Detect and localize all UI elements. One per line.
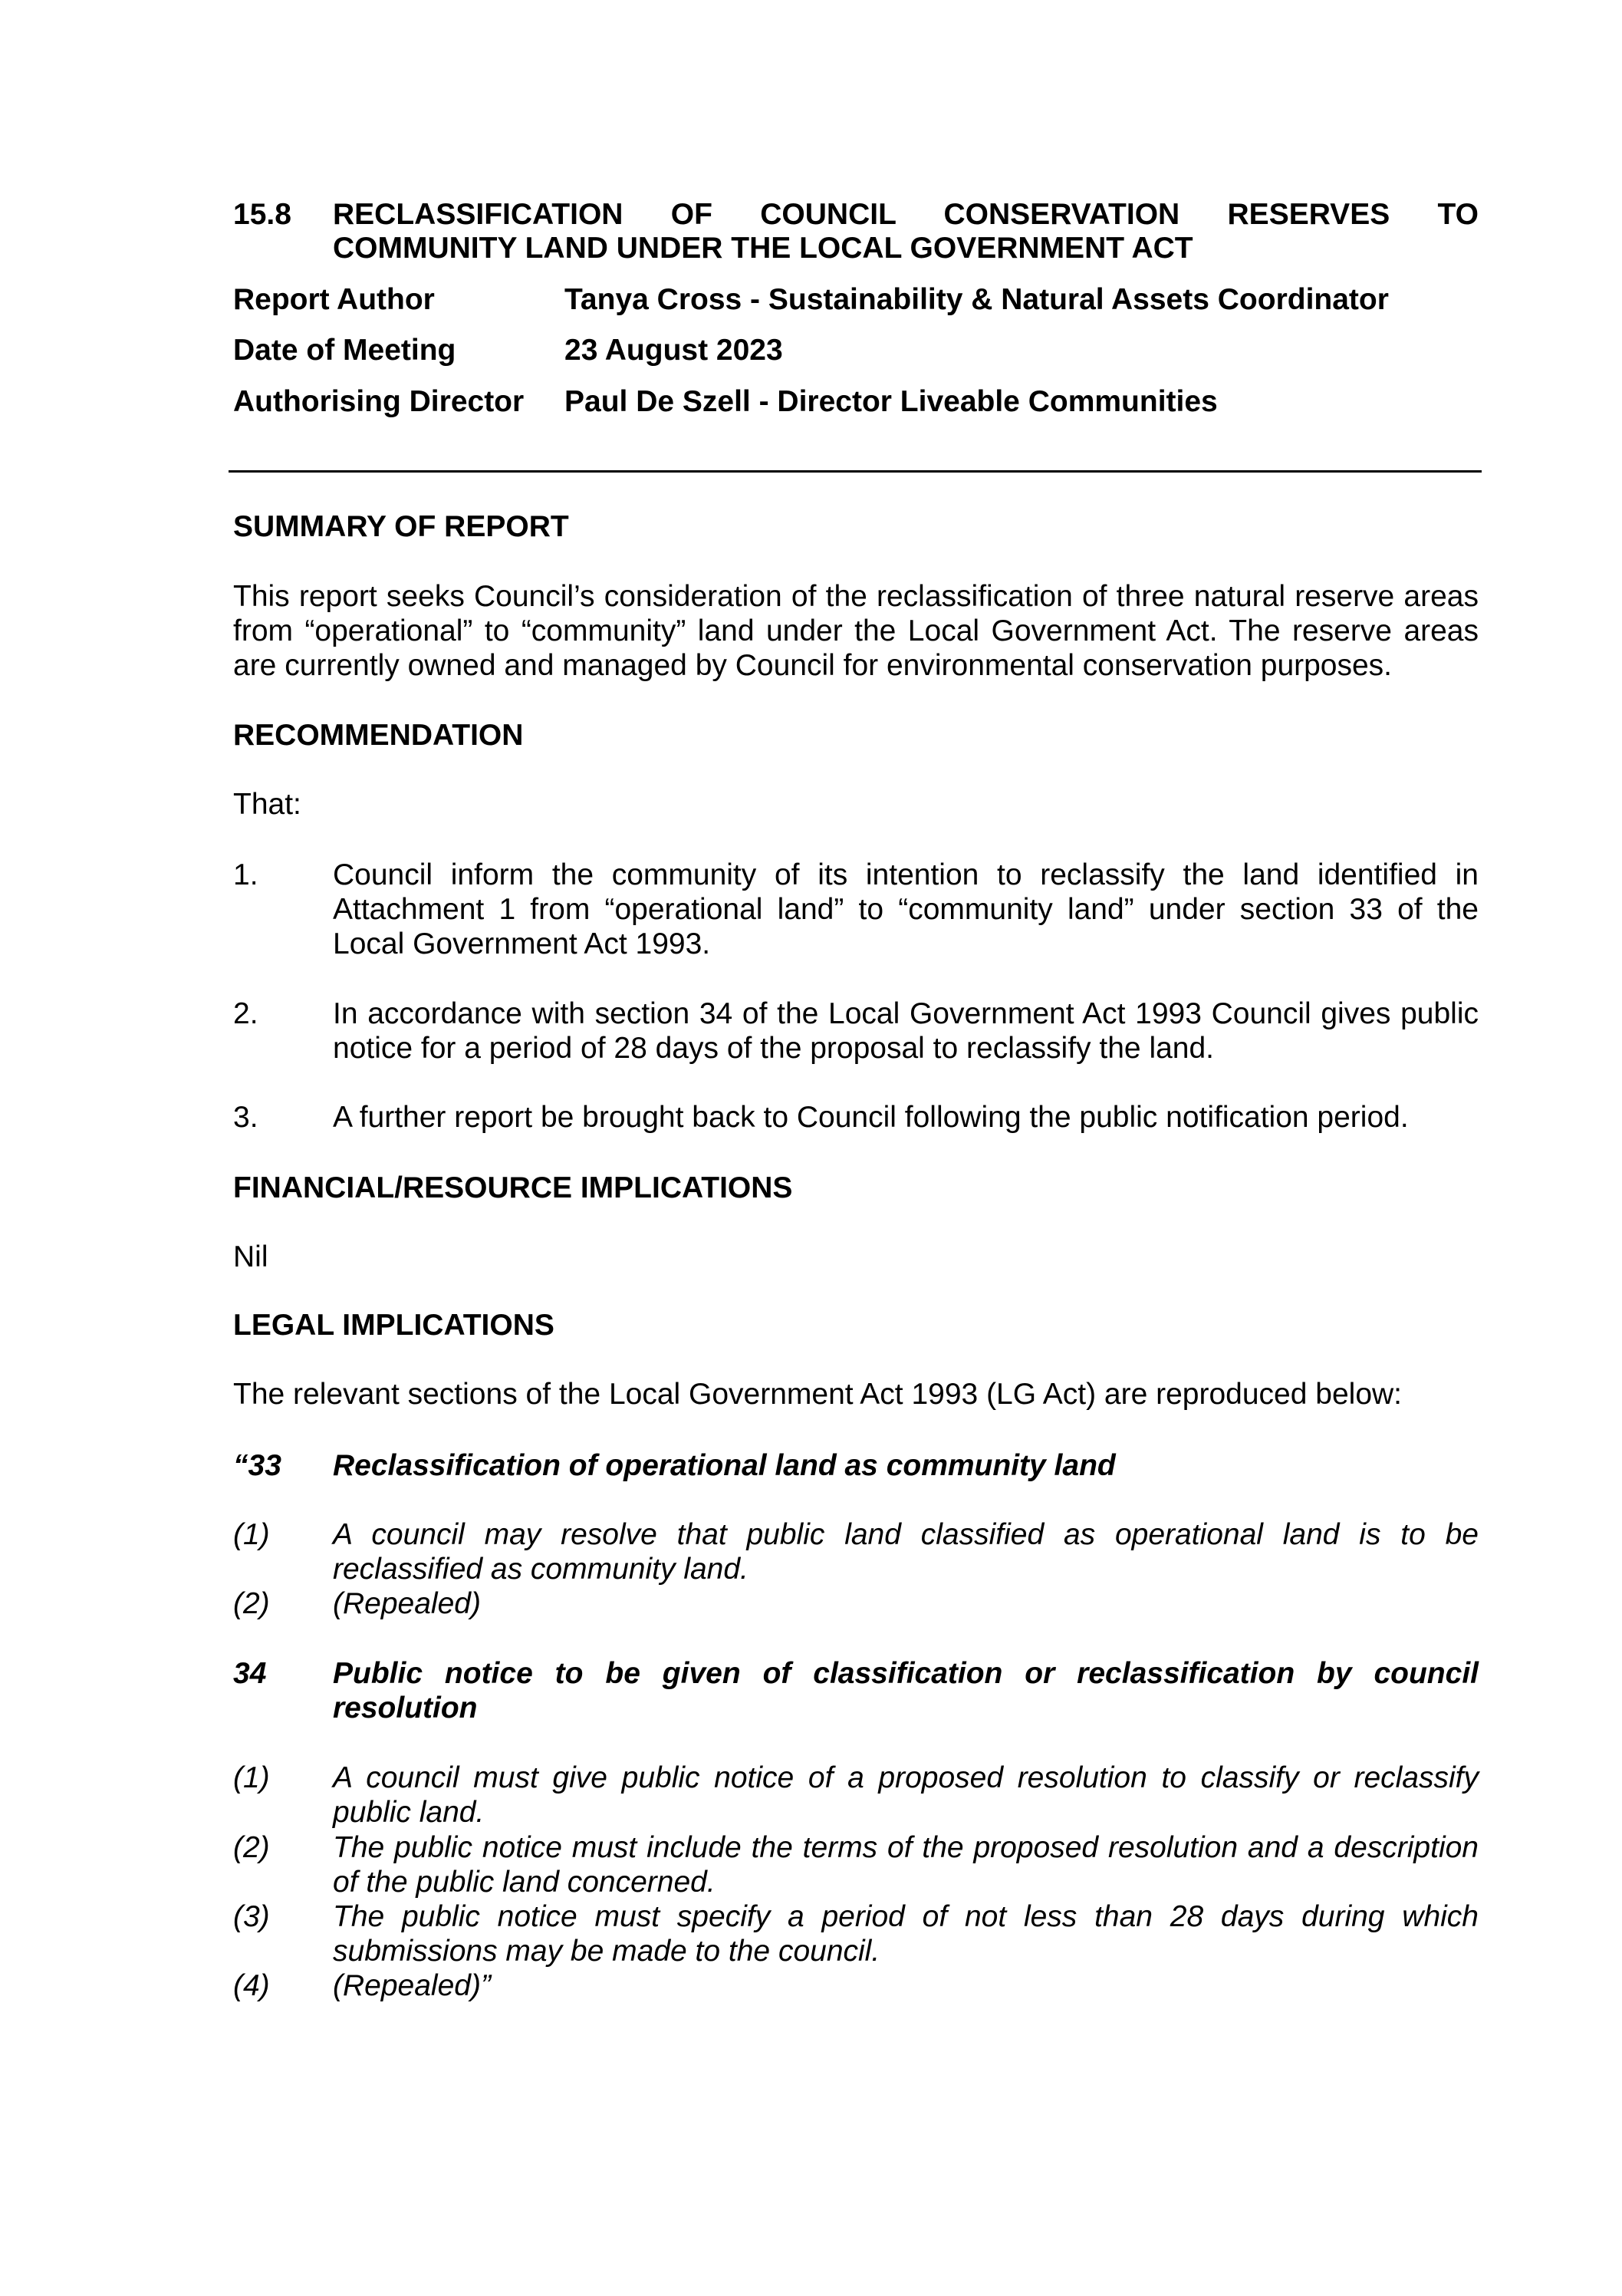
financial-text: Nil bbox=[233, 1240, 268, 1273]
clause-number: (3) bbox=[233, 1900, 270, 1933]
clause-number: (4) bbox=[233, 1969, 270, 2002]
recommendation-heading: RECOMMENDATION bbox=[233, 719, 524, 752]
section-33-title: Reclassification of operational land as community land bbox=[333, 1449, 1116, 1482]
summary-text: This report seeks Council’s consideration of the reclassification of three natural reserve areas from “operational” to “community” land under the Local Government Act. The reserve areas are currently owned and managed by Council for environmental conservation purposes. bbox=[233, 580, 1479, 682]
summary-heading: SUMMARY OF REPORT bbox=[233, 510, 569, 543]
clause-text: A council must give public notice of a proposed resolution to classify or reclassify public land. bbox=[333, 1761, 1479, 1829]
section-33-number: “33 bbox=[233, 1449, 281, 1482]
meta-label-date: Date of Meeting bbox=[233, 334, 456, 367]
financial-heading: FINANCIAL/RESOURCE IMPLICATIONS bbox=[233, 1171, 793, 1204]
divider bbox=[229, 470, 1482, 473]
clause-number: (2) bbox=[233, 1831, 270, 1864]
legal-heading: LEGAL IMPLICATIONS bbox=[233, 1309, 554, 1342]
recommendation-number: 1. bbox=[233, 858, 258, 891]
meta-label-director: Authorising Director bbox=[233, 385, 525, 418]
clause-text: (Repealed)” bbox=[333, 1969, 491, 2002]
clause-number: (1) bbox=[233, 1761, 270, 1794]
recommendation-number: 3. bbox=[233, 1101, 258, 1134]
legal-intro: The relevant sections of the Local Government Act 1993 (LG Act) are reproduced below: bbox=[233, 1378, 1403, 1411]
meta-value-director: Paul De Szell - Director Liveable Communities bbox=[564, 385, 1218, 418]
recommendation-intro: That: bbox=[233, 788, 301, 821]
recommendation-item: In accordance with section 34 of the Local Government Act 1993 Council gives public notice for a period of 28 days of the proposal to reclassify the land. bbox=[333, 997, 1479, 1065]
recommendation-item: A further report be brought back to Council following the public notification period. bbox=[333, 1101, 1409, 1134]
clause-number: (1) bbox=[233, 1518, 270, 1551]
section-34-title: Public notice to be given of classification or reclassification by council resolution bbox=[333, 1657, 1479, 1724]
recommendation-number: 2. bbox=[233, 997, 258, 1030]
report-title-line1: RECLASSIFICATION OF COUNCIL CONSERVATION RESERVES TO bbox=[333, 198, 1479, 231]
section-34-number: 34 bbox=[233, 1657, 267, 1690]
clause-text: A council may resolve that public land classified as operational land is to be reclassified as community land. bbox=[333, 1518, 1479, 1586]
item-number: 15.8 bbox=[233, 198, 291, 231]
meta-label-author: Report Author bbox=[233, 283, 435, 316]
meta-value-author: Tanya Cross - Sustainability & Natural Assets Coordinator bbox=[564, 283, 1389, 316]
clause-text: The public notice must include the terms of the proposed resolution and a description of the public land concerned. bbox=[333, 1831, 1479, 1899]
recommendation-item: Council inform the community of its intention to reclassify the land identified in Attachment 1 from “operational land” to “community land” under section 33 of the Local Government Act 1993. bbox=[333, 858, 1479, 960]
meta-value-date: 23 August 2023 bbox=[564, 334, 783, 367]
clause-number: (2) bbox=[233, 1587, 270, 1620]
clause-text: (Repealed) bbox=[333, 1587, 481, 1620]
report-title-line2: COMMUNITY LAND UNDER THE LOCAL GOVERNMENT ACT bbox=[333, 232, 1193, 265]
clause-text: The public notice must specify a period of not less than 28 days during which submissions may be made to the council. bbox=[333, 1900, 1479, 1968]
